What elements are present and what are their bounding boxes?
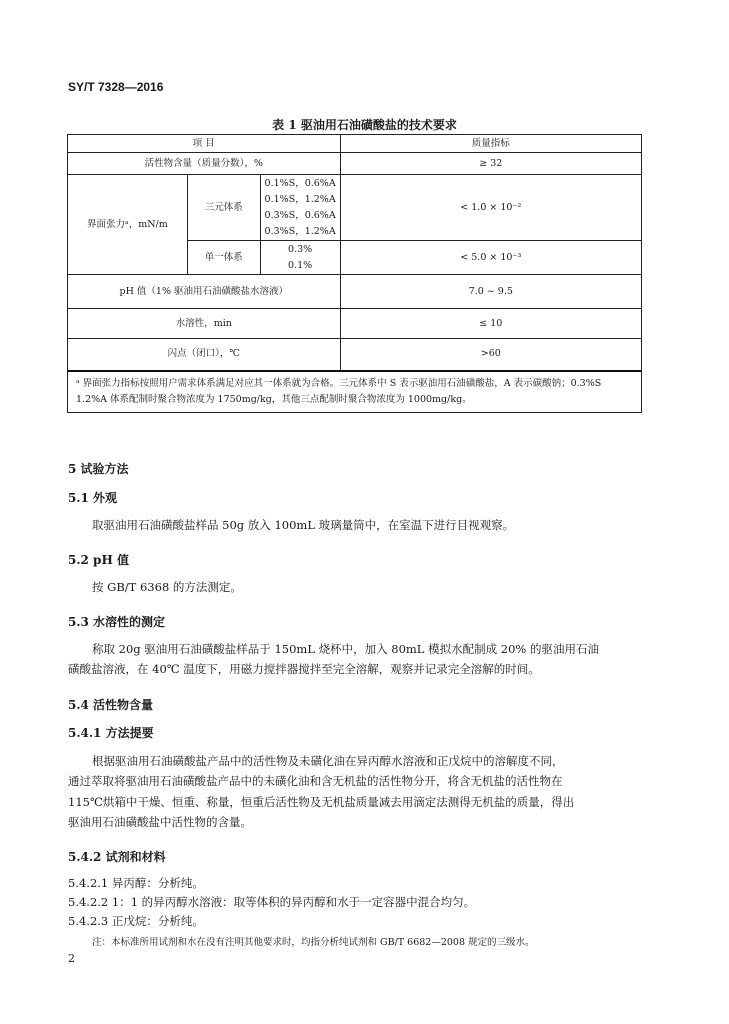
section-5-4-heading: 5.4 活性物含量 — [68, 698, 154, 712]
page-number: 2 — [68, 952, 75, 965]
single-conditions — [260, 241, 340, 275]
section-5-3-text-line: 称取 20g 驱油用石油磺酸盐样品于 150mL 烧杯中，加入 80mL 模拟水配制成 20% 的驱油用石油 — [92, 642, 599, 656]
technical-requirements-table — [67, 134, 642, 413]
section-5-2-text: 按 GB/T 6368 的方法测定。 — [92, 580, 242, 594]
section-5-2-heading: 5.2 pH 值 — [68, 553, 129, 567]
row-item: 闪点（闭口），℃ — [68, 339, 341, 371]
row-value: 7.0 ~ 9.5 — [340, 275, 641, 309]
header-item: 项 目 — [68, 135, 341, 153]
row-item: 界面张力ᵃ，mN/m — [68, 175, 188, 275]
table-note-row — [68, 371, 642, 413]
section-5-4-2-1: 5.4.2.1 异丙醇：分析纯。 — [68, 876, 204, 890]
section-5-4-1-heading: 5.4.1 方法提要 — [68, 726, 154, 740]
single-label: 单一体系 — [187, 241, 260, 275]
condition: 0.3%S，0.6%A — [264, 209, 336, 221]
table-title: 表 1 驱油用石油磺酸盐的技术要求 — [272, 118, 457, 132]
section-5-heading: 5 试验方法 — [68, 462, 129, 476]
section-5-4-1-text-line: 通过萃取将驱油用石油磺酸盐产品中的未磺化油和含无机盐的活性物分开，将含无机盐的活性物在 — [68, 774, 563, 788]
table-header-row — [68, 135, 642, 153]
section-5-4-1-text-line: 115℃烘箱中干燥、恒重、称量，恒重后活性物及无机盐质量减去用滴定法测得无机盐的质量，得出 — [68, 795, 575, 809]
ternary-conditions — [260, 175, 340, 241]
table-footnote: ᵃ 界面张力指标按照用户需求体系满足对应其一体系就为合格。三元体系中 S 表示驱油用石油磺酸盐，A 表示碳酸钠；0.3%S 1.2%A 体系配制时聚合物浓度为 1750mg/kg，其他三点配制时聚合物浓度为 1000mg/kg。 — [68, 371, 642, 413]
table-row — [68, 339, 642, 371]
section-5-3-text-line: 磺酸盐溶液，在 40℃ 温度下，用磁力搅拌器搅拌至完全溶解，观察并记录完全溶解的时间。 — [68, 662, 540, 676]
row-item: 水溶性，min — [68, 309, 341, 339]
row-value: < 1.0 × 10⁻² — [340, 175, 641, 241]
row-value: >60 — [340, 339, 641, 371]
row-item: pH 值（1% 驱油用石油磺酸盐水溶液） — [68, 275, 341, 309]
table-row — [68, 175, 642, 241]
condition: 0.1% — [288, 259, 313, 271]
ternary-label: 三元体系 — [187, 175, 260, 241]
reagent-note: 注：本标准所用试剂和水在没有注明其他要求时，均指分析纯试剂和 GB/T 6682—2008 规定的三级水。 — [92, 937, 535, 948]
row-value: < 5.0 × 10⁻³ — [340, 241, 641, 275]
condition: 0.3% — [288, 243, 313, 255]
section-5-4-1-text-line: 驱油用石油磺酸盐中活性物的含量。 — [68, 815, 252, 829]
table-row — [68, 153, 642, 175]
section-5-4-2-2: 5.4.2.2 1：1 的异丙醇水溶液：取等体积的异丙醇和水于一定容器中混合均匀。 — [68, 895, 476, 909]
condition: 0.1%S，0.6%A — [264, 177, 336, 189]
row-value: ≤ 10 — [340, 309, 641, 339]
standard-code: SY/T 7328—2016 — [68, 80, 164, 94]
condition: 0.3%S，1.2%A — [264, 225, 336, 237]
condition: 0.1%S，1.2%A — [264, 193, 336, 205]
row-value: ≥ 32 — [340, 153, 641, 175]
section-5-1-text: 取驱油用石油磺酸盐样品 50g 放入 100mL 玻璃量筒中，在室温下进行目视观察。 — [92, 518, 515, 532]
table-row — [68, 309, 642, 339]
section-5-4-2-heading: 5.4.2 试剂和材料 — [68, 850, 166, 864]
section-5-1-heading: 5.1 外观 — [68, 491, 118, 505]
section-5-4-1-text-line: 根据驱油用石油磺酸盐产品中的活性物及未磺化油在异丙醇水溶液和正戊烷中的溶解度不同， — [92, 754, 564, 768]
header-index: 质量指标 — [340, 135, 641, 153]
table-row — [68, 275, 642, 309]
section-5-4-2-3: 5.4.2.3 正戊烷：分析纯。 — [68, 914, 204, 928]
section-5-3-heading: 5.3 水溶性的测定 — [68, 615, 166, 629]
row-item: 活性物含量（质量分数），% — [68, 153, 341, 175]
